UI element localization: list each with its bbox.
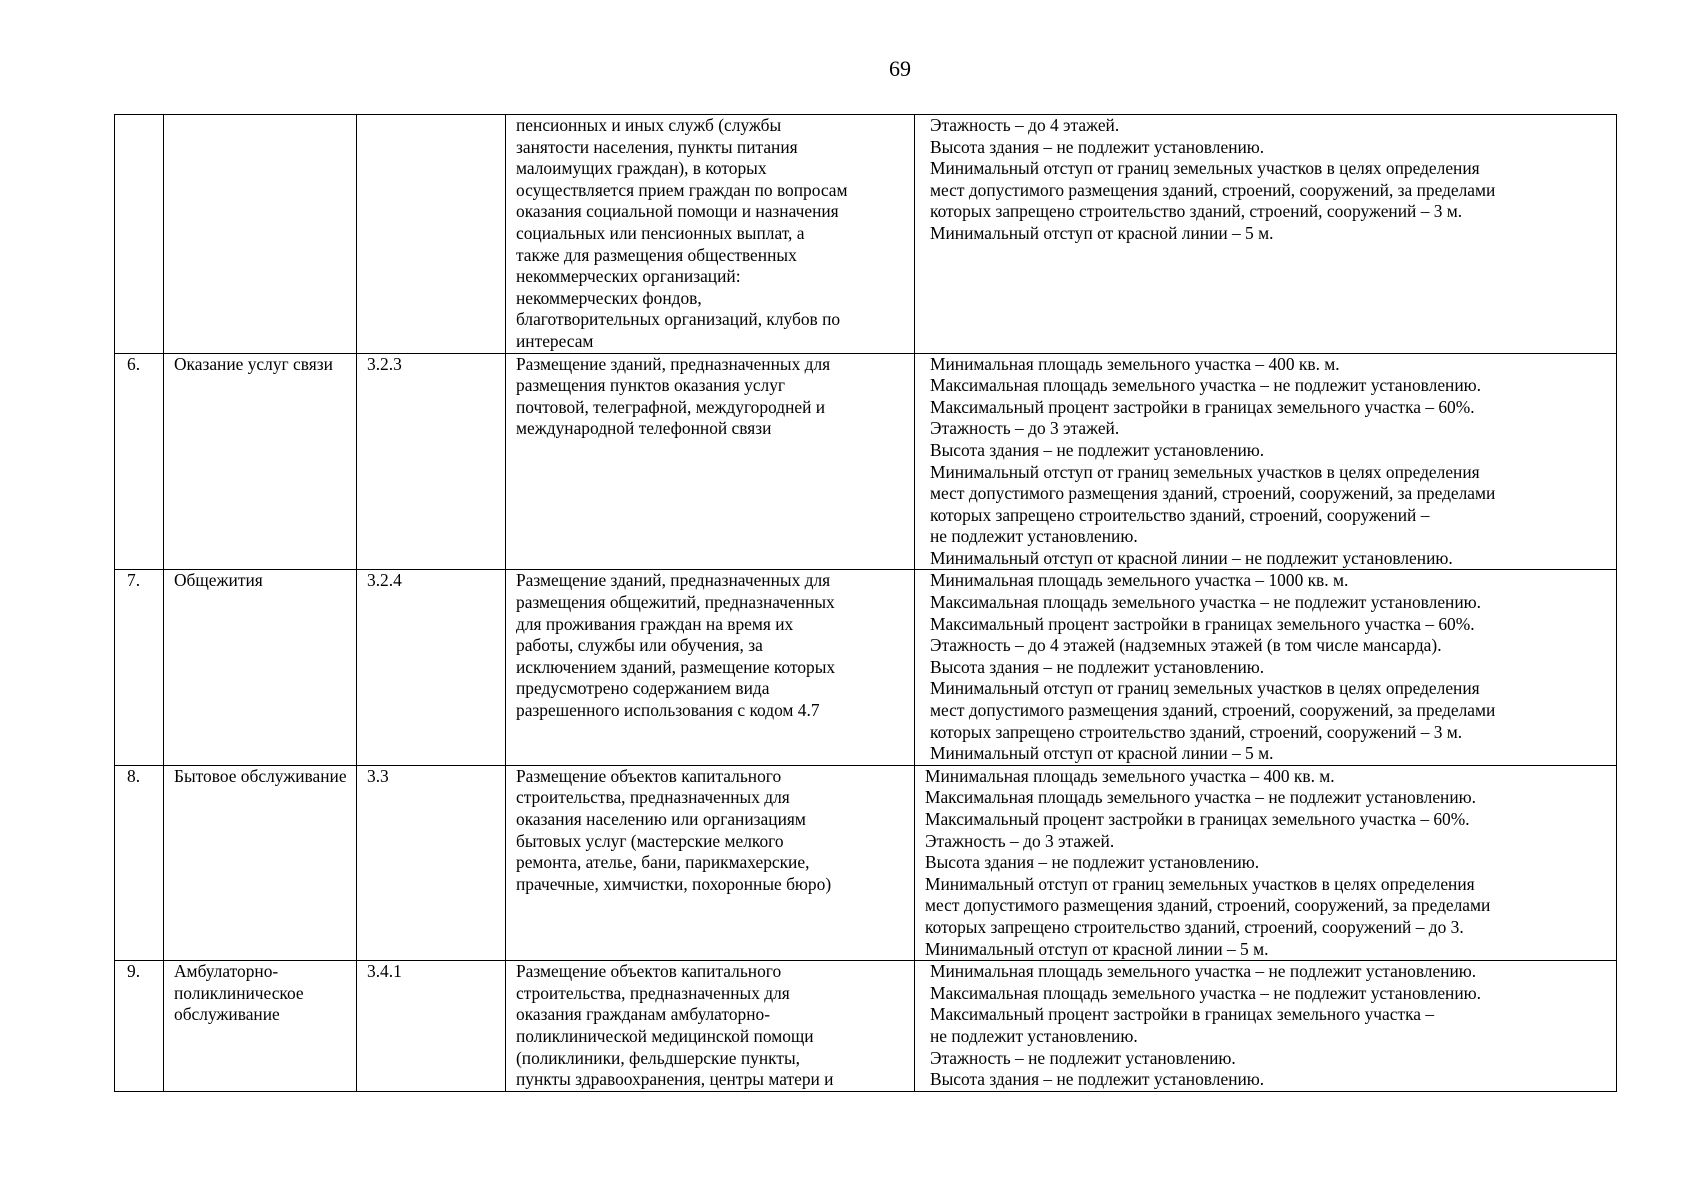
parameter-line: Минимальная площадь земельного участка – не подлежит установлению. (930, 961, 1477, 982)
parameter-line: Максимальная площадь земельного участка – не подлежит установлению. (930, 592, 1481, 613)
parameter-line: не подлежит установлению. (930, 1025, 1138, 1046)
description-cell (506, 765, 915, 960)
row-number-cell: 6. (115, 353, 164, 570)
description-line: оказания гражданам амбулаторно- (516, 1004, 770, 1025)
use-name-cell: Общежития (164, 570, 357, 765)
description-line: занятости населения, пункты питания (516, 136, 798, 157)
parameter-line: Минимальный отступ от границ земельных участков в целях определения (930, 158, 1480, 179)
description-cell (506, 353, 915, 570)
parameter-line: мест допустимого размещения зданий, строений, сооружений, за пределами (930, 179, 1496, 200)
parameter-line: мест допустимого размещения зданий, строений, сооружений, за пределами (930, 483, 1496, 504)
parameter-line: Этажность – до 3 этажей. (925, 830, 1115, 851)
use-code-cell: 3.4.1 (357, 961, 506, 1092)
use-name-cell (164, 115, 357, 354)
table-row (115, 115, 1617, 354)
description-line: социальных или пенсионных выплат, а (516, 222, 805, 243)
parameters-cell (915, 115, 1617, 354)
parameter-line: Этажность – до 4 этажей. (930, 115, 1120, 135)
description-cell (506, 115, 915, 354)
parameter-line: Максимальный процент застройки в границах земельного участка – 60%. (925, 809, 1470, 829)
description-line: размещения общежитий, предназначенных (516, 592, 835, 613)
parameter-line: Минимальный отступ от границ земельных участков в целях определения (925, 873, 1475, 894)
parameter-line: мест допустимого размещения зданий, строений, сооружений, за пределами (925, 895, 1491, 916)
parameter-line: Максимальный процент застройки в границах земельного участка – (930, 1004, 1435, 1025)
description-line: предусмотрено содержанием вида (516, 678, 770, 699)
page-number: 69 (889, 56, 911, 81)
parameter-line: Максимальный процент застройки в границах земельного участка – 60%. (930, 613, 1475, 634)
parameter-line: Максимальная площадь земельного участка – не подлежит установлению. (925, 787, 1476, 808)
description-line: пенсионных и иных служб (службы (516, 115, 782, 135)
parameters-cell (915, 353, 1617, 570)
description-line: работы, службы или обучения, за (516, 635, 763, 656)
table-row (115, 961, 1617, 1092)
table-row (115, 765, 1617, 960)
description-line: бытовых услуг (мастерские мелкого (516, 830, 784, 851)
row-number-cell: 7. (115, 570, 164, 765)
description-line: строительства, предназначенных для (516, 982, 790, 1003)
use-name-cell: Бытовое обслуживание (164, 765, 357, 960)
use-code-cell: 3.3 (357, 765, 506, 960)
parameter-line: Минимальный отступ от границ земельных участков в целях определения (930, 678, 1480, 699)
parameter-line: Высота здания – не подлежит установлению. (930, 656, 1265, 677)
description-line: малоимущих граждан), в которых (516, 158, 767, 179)
parameter-line: Максимальная площадь земельного участка – не подлежит установлению. (930, 982, 1481, 1003)
description-line: Размещение зданий, предназначенных для (516, 353, 831, 374)
parameter-line: Максимальный процент застройки в границах земельного участка – 60%. (930, 396, 1475, 417)
table-row (115, 570, 1617, 765)
parameter-line: Минимальная площадь земельного участка – 1000 кв. м. (930, 570, 1349, 591)
parameter-line: Этажность – до 4 этажей (надземных этажей (в том числе мансарда). (930, 635, 1442, 656)
description-line: пункты здравоохранения, центры матери и (516, 1069, 834, 1090)
description-line: Размещение объектов капитального (516, 961, 782, 982)
parameter-line: Высота здания – не подлежит установлению. (925, 852, 1260, 873)
parameter-line: которых запрещено строительство зданий, строений, сооружений – 3 м. (930, 201, 1463, 222)
description-line: осуществляется прием граждан по вопросам (516, 179, 848, 200)
zoning-regulations-table (114, 114, 1617, 1092)
description-line: интересам (516, 330, 594, 351)
description-line: оказания социальной помощи и назначения (516, 201, 839, 222)
description-line: международной телефонной связи (516, 418, 772, 439)
description-line: некоммерческих фондов, (516, 287, 702, 308)
row-number-cell: 9. (115, 961, 164, 1092)
parameter-line: Минимальная площадь земельного участка – 400 кв. м. (930, 353, 1340, 374)
parameter-line: Минимальный отступ от красной линии – 5 м. (930, 222, 1274, 243)
description-line: некоммерческих организаций: (516, 266, 741, 287)
parameter-line: Минимальный отступ от красной линии – не подлежит установлению. (930, 547, 1453, 568)
parameter-line: Высота здания – не подлежит установлению. (930, 1069, 1265, 1090)
use-name-cell: Оказание услуг связи (164, 353, 357, 570)
description-line: оказания населению или организациям (516, 809, 806, 829)
description-line: благотворительных организаций, клубов по (516, 309, 841, 330)
description-line: строительства, предназначенных для (516, 787, 790, 808)
use-name-cell: Амбулаторно-поликлиническое обслуживание (164, 961, 357, 1092)
description-line: Размещение зданий, предназначенных для (516, 570, 831, 591)
description-line: также для размещения общественных (516, 244, 797, 265)
use-code-cell (357, 115, 506, 354)
parameter-line: Высота здания – не подлежит установлению. (930, 439, 1265, 460)
row-number-cell: 8. (115, 765, 164, 960)
parameters-cell (915, 570, 1617, 765)
description-line: (поликлиники, фельдшерские пункты, (516, 1047, 800, 1068)
description-line: почтовой, телеграфной, междугородней и (516, 396, 826, 417)
parameter-line: Минимальный отступ от границ земельных участков в целях определения (930, 461, 1480, 482)
parameter-line: Этажность – до 3 этажей. (930, 418, 1120, 439)
parameter-line: не подлежит установлению. (930, 526, 1138, 547)
description-line: размещения пунктов оказания услуг (516, 375, 786, 396)
parameter-line: Высота здания – не подлежит установлению. (930, 136, 1265, 157)
parameter-line: Максимальная площадь земельного участка – не подлежит установлению. (930, 375, 1481, 396)
use-code-cell: 3.2.3 (357, 353, 506, 570)
parameters-cell (915, 765, 1617, 960)
parameter-line: которых запрещено строительство зданий, строений, сооружений – до 3. (925, 916, 1464, 937)
parameter-line: Минимальный отступ от красной линии – 5 м. (930, 743, 1274, 764)
description-cell (506, 961, 915, 1092)
table-row (115, 353, 1617, 570)
parameter-line: Минимальная площадь земельного участка – 400 кв. м. (925, 765, 1335, 786)
description-line: поликлинической медицинской помощи (516, 1025, 814, 1046)
description-line: прачечные, химчистки, похоронные бюро) (516, 873, 832, 894)
parameter-line: которых запрещено строительство зданий, строений, сооружений – (930, 504, 1430, 525)
parameter-line: Минимальный отступ от красной линии – 5 м. (925, 938, 1269, 959)
description-line: для проживания граждан на время их (516, 613, 794, 634)
description-line: разрешенного использования с кодом 4.7 (516, 700, 820, 721)
description-cell (506, 570, 915, 765)
parameter-line: которых запрещено строительство зданий, строений, сооружений – 3 м. (930, 721, 1463, 742)
row-number-cell (115, 115, 164, 354)
parameter-line: мест допустимого размещения зданий, строений, сооружений, за пределами (930, 700, 1496, 721)
parameters-cell (915, 961, 1617, 1092)
description-line: исключением зданий, размещение которых (516, 656, 836, 677)
description-line: ремонта, ателье, бани, парикмахерские, (516, 852, 810, 873)
use-code-cell: 3.2.4 (357, 570, 506, 765)
description-line: Размещение объектов капитального (516, 765, 782, 786)
parameter-line: Этажность – не подлежит установлению. (930, 1047, 1236, 1068)
